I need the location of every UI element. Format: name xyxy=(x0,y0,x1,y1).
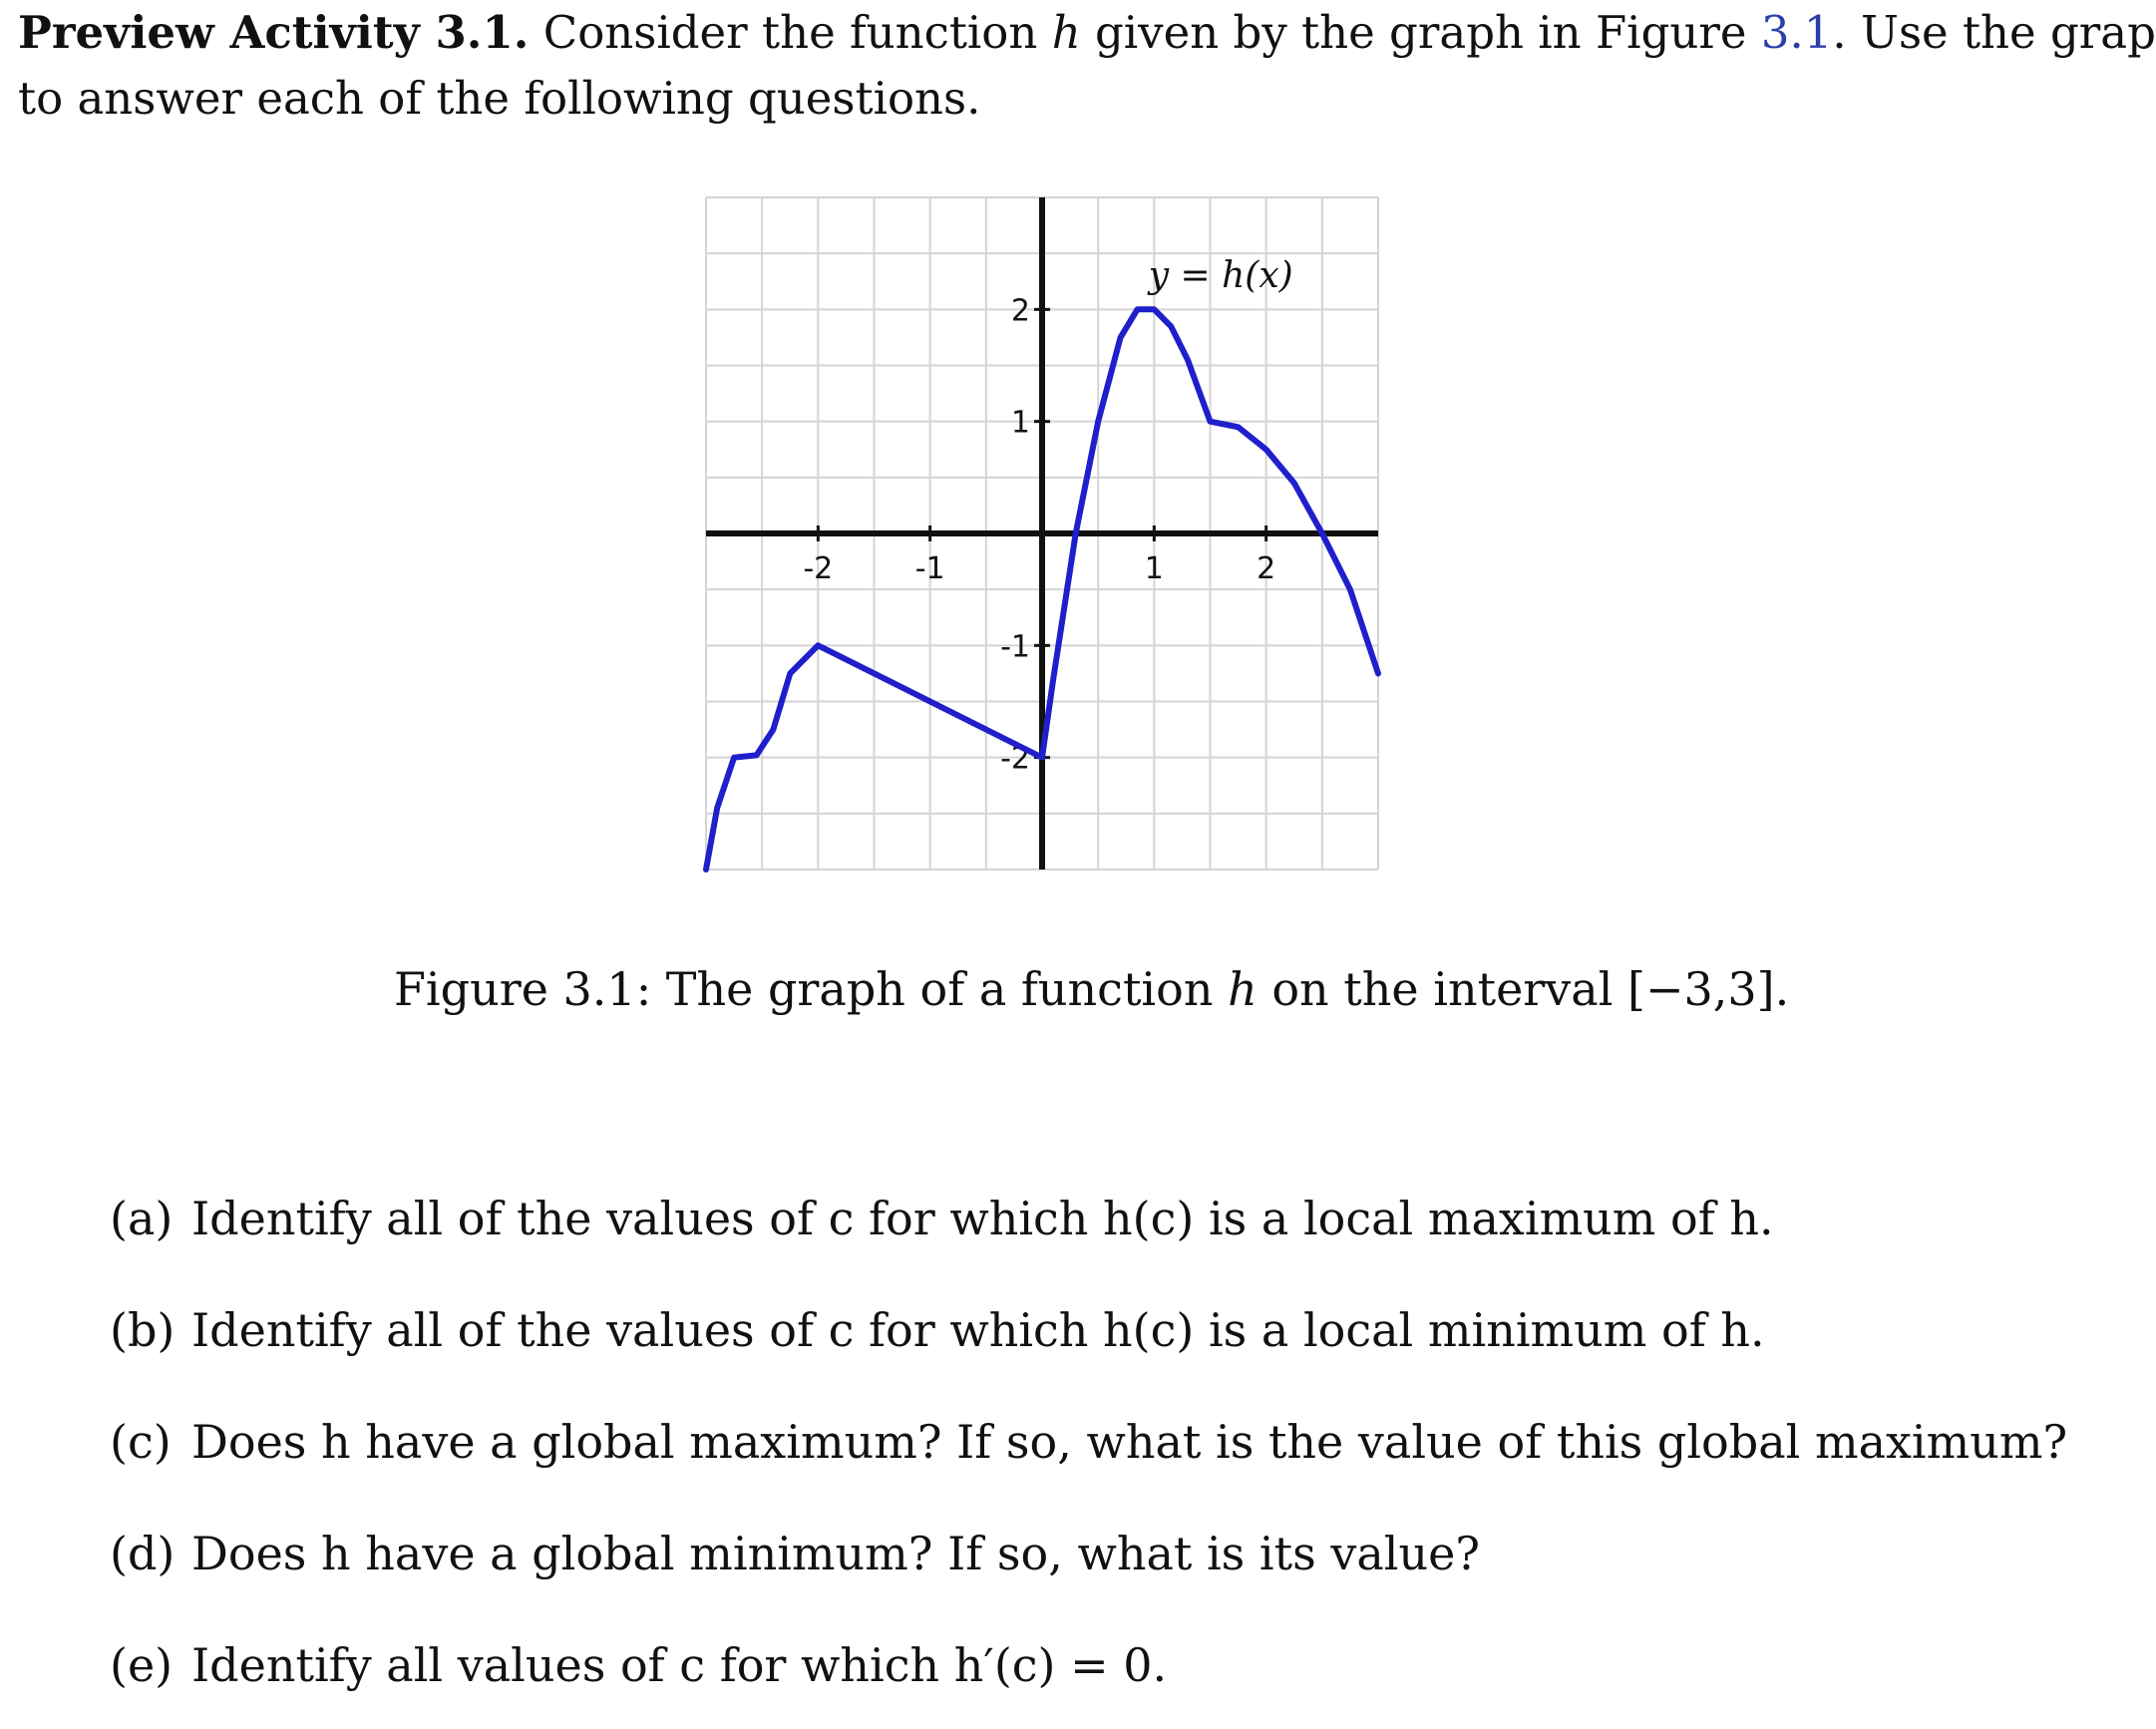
question-label: (b) xyxy=(110,1303,176,1357)
question-text: Identify all of the values of c for which h(c) is a local minimum of h. xyxy=(191,1303,1765,1357)
question-c xyxy=(110,1415,2067,1469)
intro-paragraph xyxy=(18,0,2156,132)
curve-label: y = h(x) xyxy=(1148,254,1293,296)
y-tick-label: -2 xyxy=(1000,741,1030,777)
question-b xyxy=(110,1303,1765,1357)
question-e xyxy=(110,1638,1167,1692)
x-tick-label: -2 xyxy=(803,551,834,586)
x-tick-label: 1 xyxy=(1144,551,1164,586)
y-tick-label: 1 xyxy=(1010,405,1030,441)
intro-line-1 xyxy=(18,0,2156,66)
intro-text-3: . Use the grap xyxy=(1832,6,2156,59)
question-text: Does h have a global maximum? If so, what is the value of this global maximum? xyxy=(191,1415,2068,1469)
question-label: (c) xyxy=(110,1415,172,1469)
caption-prefix: Figure 3.1: The graph of a function xyxy=(394,962,1229,1016)
figure-graph xyxy=(698,189,1386,877)
x-tick-label: 2 xyxy=(1257,551,1276,586)
figure-caption xyxy=(394,962,1789,1016)
intro-text-2: given by the graph in Figure xyxy=(1080,6,1761,59)
intro-var-h: h xyxy=(1051,6,1081,59)
question-label: (d) xyxy=(110,1527,176,1580)
figure-reference-link[interactable]: 3.1 xyxy=(1760,6,1833,59)
caption-suffix: on the interval [−3,3]. xyxy=(1257,962,1790,1016)
graph-svg xyxy=(698,189,1386,877)
y-tick-label: 2 xyxy=(1010,293,1030,329)
question-text: Does h have a global minimum? If so, what is its value? xyxy=(191,1527,1480,1580)
activity-title: Preview Activity 3.1. xyxy=(18,6,530,59)
intro-line-2: to answer each of the following questions. xyxy=(18,72,981,125)
y-tick-label: -1 xyxy=(1000,629,1030,665)
x-tick-label: -1 xyxy=(914,551,945,586)
question-d xyxy=(110,1527,1480,1580)
question-text: Identify all of the values of c for which h(c) is a local maximum of h. xyxy=(191,1192,1774,1245)
intro-text-1: Consider the function xyxy=(529,6,1052,59)
question-label: (e) xyxy=(110,1638,174,1692)
question-a xyxy=(110,1192,1774,1245)
caption-var-h: h xyxy=(1228,962,1258,1016)
question-label: (a) xyxy=(110,1192,174,1245)
question-text: Identify all values of c for which h′(c) = 0. xyxy=(191,1638,1168,1692)
